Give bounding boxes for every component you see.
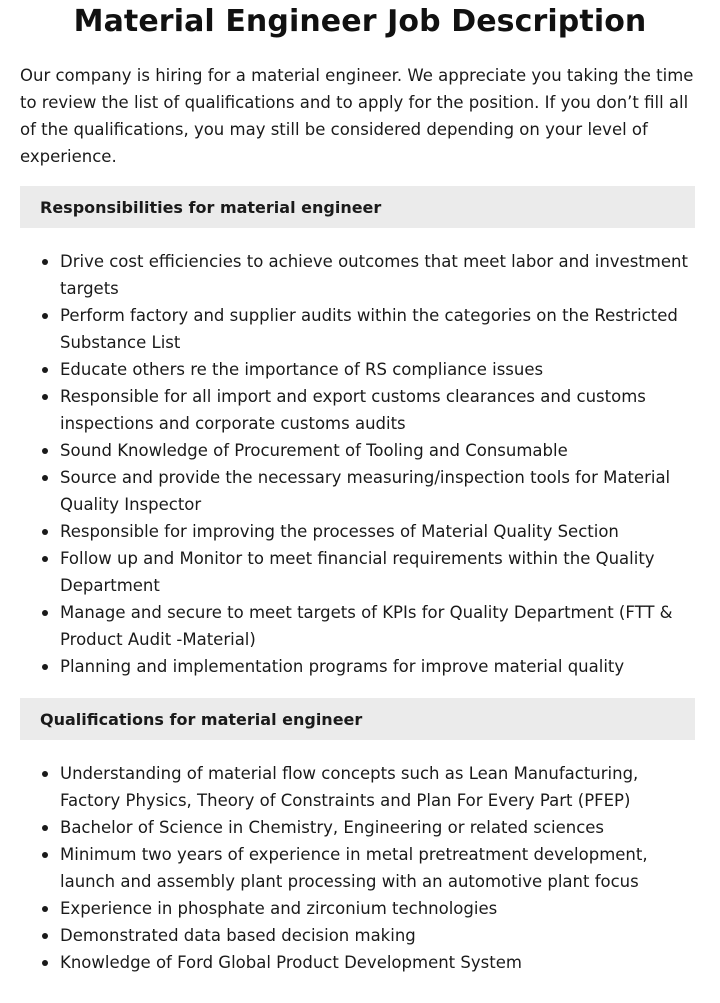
list-item xyxy=(0,248,720,302)
qualifications-list xyxy=(0,760,720,976)
list-item-text: Minimum two years of experience in metal pretreatment development, launch and assembly plant processing with an automotive plant focus xyxy=(60,845,648,891)
bullet-icon xyxy=(42,475,48,481)
responsibilities-list xyxy=(0,248,720,680)
list-item-text: Manage and secure to meet targets of KPIs for Quality Department (FTT & Product Audit -Material) xyxy=(60,603,673,649)
bullet-icon xyxy=(42,852,48,858)
bullet-icon xyxy=(42,933,48,939)
list-item xyxy=(0,464,720,518)
list-item xyxy=(0,949,720,976)
list-item-text: Knowledge of Ford Global Product Development System xyxy=(60,953,522,972)
list-item-text: Responsible for improving the processes of Material Quality Section xyxy=(60,522,619,541)
bullet-icon xyxy=(42,448,48,454)
list-item xyxy=(0,841,720,895)
list-item-text: Sound Knowledge of Procurement of Tooling and Consumable xyxy=(60,441,568,460)
list-item-text: Perform factory and supplier audits within the categories on the Restricted Substance List xyxy=(60,306,678,352)
list-item xyxy=(0,895,720,922)
bullet-icon xyxy=(42,664,48,670)
bullet-icon xyxy=(42,771,48,777)
bullet-icon xyxy=(42,610,48,616)
bullet-icon xyxy=(42,556,48,562)
list-item xyxy=(0,383,720,437)
list-item xyxy=(0,653,720,680)
list-item xyxy=(0,302,720,356)
list-item xyxy=(0,518,720,545)
bullet-icon xyxy=(42,906,48,912)
list-item xyxy=(0,922,720,949)
list-item-text: Planning and implementation programs for improve material quality xyxy=(60,657,625,676)
bullet-icon xyxy=(42,960,48,966)
responsibilities-heading: Responsibilities for material engineer xyxy=(20,186,695,228)
list-item-text: Follow up and Monitor to meet financial requirements within the Quality Department xyxy=(60,549,655,595)
bullet-icon xyxy=(42,313,48,319)
list-item xyxy=(0,356,720,383)
list-item-text: Experience in phosphate and zirconium technologies xyxy=(60,899,498,918)
bullet-icon xyxy=(42,367,48,373)
list-item xyxy=(0,599,720,653)
list-item-text: Bachelor of Science in Chemistry, Engineering or related sciences xyxy=(60,818,605,837)
list-item xyxy=(0,545,720,599)
bullet-icon xyxy=(42,394,48,400)
page-title: Material Engineer Job Description xyxy=(73,4,647,39)
list-item-text: Source and provide the necessary measuring/inspection tools for Material Quality Inspector xyxy=(60,468,671,514)
bullet-icon xyxy=(42,259,48,265)
list-item-text: Demonstrated data based decision making xyxy=(60,926,416,945)
list-item-text: Drive cost efficiencies to achieve outcomes that meet labor and investment targets xyxy=(60,252,688,298)
list-item xyxy=(0,760,720,814)
list-item-text: Educate others re the importance of RS compliance issues xyxy=(60,360,544,379)
list-item-text: Responsible for all import and export customs clearances and customs inspections and corporate customs audits xyxy=(60,387,646,433)
bullet-icon xyxy=(42,529,48,535)
list-item xyxy=(0,814,720,841)
bullet-icon xyxy=(42,825,48,831)
list-item-text: Understanding of material flow concepts such as Lean Manufacturing, Factory Physics, Theory of Constraints and Plan For Every Part (PFEP) xyxy=(60,764,639,810)
intro-paragraph: Our company is hiring for a material engineer. We appreciate you taking the time to review the list of qualifications and to apply for the position. If you don’t fill all of the qualifications, you may still be considered depending on your level of experience. xyxy=(20,66,694,166)
qualifications-heading: Qualifications for material engineer xyxy=(20,698,695,740)
list-item xyxy=(0,437,720,464)
